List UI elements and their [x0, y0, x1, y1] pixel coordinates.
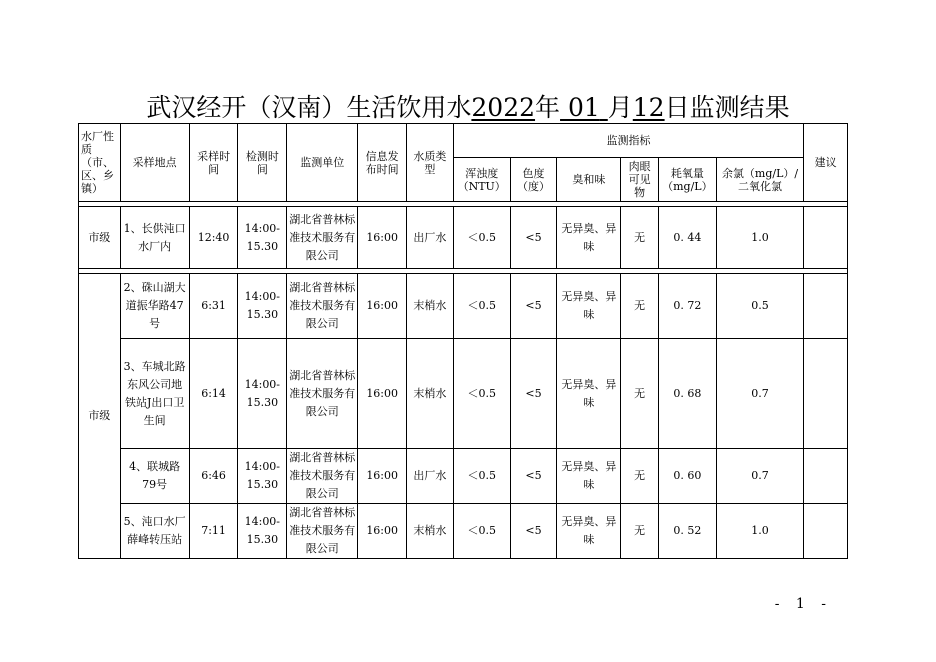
header-advice: 建议	[804, 124, 848, 202]
cell-location: 5、沌口水厂薛峰转压站	[120, 504, 189, 559]
cell-publish-time: 16:00	[358, 207, 407, 269]
cell-odor: 无异臭、异味	[557, 339, 621, 449]
cell-sample-time: 6:14	[189, 339, 238, 449]
cell-location: 3、车城北路东风公司地铁站J出口卫生间	[120, 339, 189, 449]
header-plant-type: 水厂性质（市、区、乡镇）	[79, 124, 121, 202]
title-day: 12	[632, 93, 665, 122]
cell-oxygen: 0. 72	[658, 274, 716, 339]
header-indicators: 监测指标	[453, 124, 803, 158]
cell-test-time: 14:00-15.30	[238, 339, 287, 449]
cell-publish-time: 16:00	[358, 274, 407, 339]
cell-color: <5	[510, 207, 557, 269]
header-location: 采样地点	[120, 124, 189, 202]
cell-turbidity: ＜0.5	[453, 274, 510, 339]
cell-chlorine: 1.0	[716, 207, 803, 269]
cell-oxygen: 0. 60	[658, 449, 716, 504]
header-publish-time: 信息发布时间	[358, 124, 407, 202]
cell-location: 4、联城路79号	[120, 449, 189, 504]
title-month: 01	[568, 93, 600, 122]
cell-water-type: 末梢水	[407, 504, 454, 559]
cell-visible: 无	[621, 504, 659, 559]
cell-water-type: 出厂水	[407, 449, 454, 504]
page-title	[0, 88, 936, 124]
cell-color: <5	[510, 339, 557, 449]
cell-unit: 湖北省普林标准技术服务有限公司	[287, 274, 358, 339]
cell-visible: 无	[621, 274, 659, 339]
cell-sample-time: 6:46	[189, 449, 238, 504]
monitoring-table	[78, 123, 848, 559]
title-month-suffix: 月	[607, 93, 633, 122]
cell-water-type: 末梢水	[407, 274, 454, 339]
header-row-1	[79, 124, 848, 158]
cell-odor: 无异臭、异味	[557, 274, 621, 339]
cell-sample-time: 12:40	[189, 207, 238, 269]
cell-advice	[804, 274, 848, 339]
cell-unit: 湖北省普林标准技术服务有限公司	[287, 207, 358, 269]
table-row	[79, 339, 848, 449]
header-water-type: 水质类型	[407, 124, 454, 202]
title-prefix: 武汉经开（汉南）生活饮用水	[146, 93, 472, 122]
header-test-time: 检测时间	[238, 124, 287, 202]
cell-publish-time: 16:00	[358, 339, 407, 449]
cell-location: 2、硃山湖大道振华路47号	[120, 274, 189, 339]
cell-oxygen: 0. 52	[658, 504, 716, 559]
cell-chlorine: 0.7	[716, 449, 803, 504]
cell-color: <5	[510, 449, 557, 504]
cell-water-type: 出厂水	[407, 207, 454, 269]
cell-color: <5	[510, 504, 557, 559]
cell-plant-type: 市级	[79, 274, 121, 559]
cell-oxygen: 0. 44	[658, 207, 716, 269]
table-row	[79, 274, 848, 339]
cell-location: 1、长供沌口水厂内	[120, 207, 189, 269]
cell-publish-time: 16:00	[358, 449, 407, 504]
header-chlorine: 余氯（mg/L）/二氧化氯	[716, 158, 803, 202]
cell-oxygen: 0. 68	[658, 339, 716, 449]
cell-publish-time: 16:00	[358, 504, 407, 559]
cell-visible: 无	[621, 339, 659, 449]
cell-turbidity: ＜0.5	[453, 449, 510, 504]
header-odor: 臭和味	[557, 158, 621, 202]
header-turbidity: 浑浊度（NTU）	[453, 158, 510, 202]
cell-odor: 无异臭、异味	[557, 504, 621, 559]
cell-advice	[804, 339, 848, 449]
header-color: 色度（度）	[510, 158, 557, 202]
cell-water-type: 末梢水	[407, 339, 454, 449]
cell-test-time: 14:00-15.30	[238, 449, 287, 504]
cell-test-time: 14:00-15.30	[238, 274, 287, 339]
cell-turbidity: ＜0.5	[453, 339, 510, 449]
cell-visible: 无	[621, 207, 659, 269]
cell-test-time: 14:00-15.30	[238, 207, 287, 269]
cell-odor: 无异臭、异味	[557, 449, 621, 504]
cell-chlorine: 1.0	[716, 504, 803, 559]
cell-unit: 湖北省普林标准技术服务有限公司	[287, 449, 358, 504]
table-row	[79, 449, 848, 504]
cell-advice	[804, 207, 848, 269]
cell-sample-time: 7:11	[189, 504, 238, 559]
cell-odor: 无异臭、异味	[557, 207, 621, 269]
table-row	[79, 504, 848, 559]
cell-advice	[804, 504, 848, 559]
cell-visible: 无	[621, 449, 659, 504]
header-oxygen: 耗氧量（mg/L）	[658, 158, 716, 202]
cell-sample-time: 6:31	[189, 274, 238, 339]
cell-test-time: 14:00-15.30	[238, 504, 287, 559]
page-number: - 1 -	[774, 596, 832, 612]
cell-turbidity: ＜0.5	[453, 504, 510, 559]
cell-plant-type: 市级	[79, 207, 121, 269]
cell-unit: 湖北省普林标准技术服务有限公司	[287, 339, 358, 449]
header-sample-time: 采样时间	[189, 124, 238, 202]
header-visible: 肉眼可见物	[621, 158, 659, 202]
cell-chlorine: 0.7	[716, 339, 803, 449]
title-year: 2022	[471, 93, 536, 122]
cell-chlorine: 0.5	[716, 274, 803, 339]
title-year-suffix: 年	[535, 93, 561, 122]
cell-unit: 湖北省普林标准技术服务有限公司	[287, 504, 358, 559]
table-row	[79, 207, 848, 269]
cell-turbidity: ＜0.5	[453, 207, 510, 269]
title-day-suffix: 日监测结果	[664, 93, 790, 122]
cell-advice	[804, 449, 848, 504]
cell-color: <5	[510, 274, 557, 339]
header-unit: 监测单位	[287, 124, 358, 202]
